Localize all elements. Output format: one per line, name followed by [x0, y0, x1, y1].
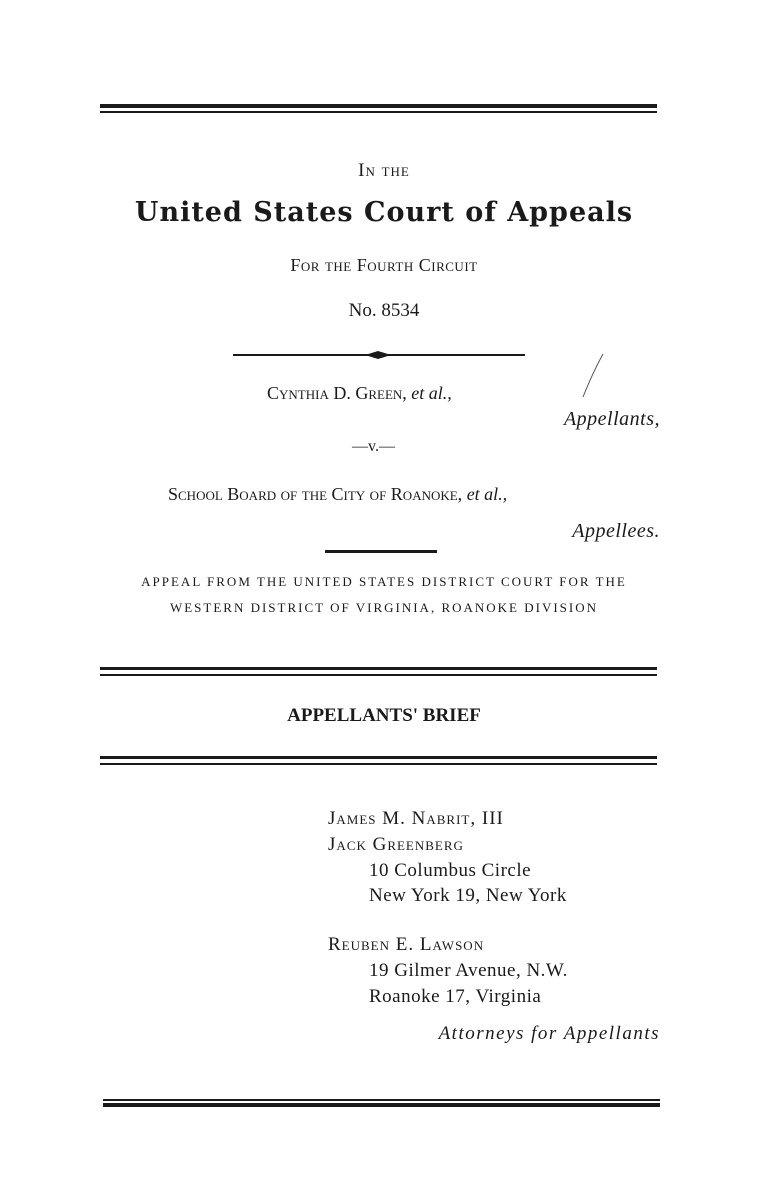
versus: —v.— — [352, 438, 395, 455]
diamond-ornament-icon — [365, 351, 391, 359]
brief-title: APPELLANTS' BRIEF — [287, 705, 481, 726]
bottom-rule-thin — [103, 1099, 660, 1101]
appellee-role: Appellees. — [572, 520, 660, 542]
circuit-label: For the Fourth Circuit — [290, 255, 478, 275]
case-number: No. 8534 — [348, 300, 420, 321]
appellee-line — [168, 484, 507, 505]
bottom-rule-thick — [103, 1103, 660, 1107]
attorneys-role: Attorneys for Appellants — [438, 1023, 660, 1044]
appeal-line-1: APPEAL FROM THE UNITED STATES DISTRICT COURT FOR THE — [141, 574, 627, 589]
attorney-name-1: James M. Nabrit, III — [328, 808, 504, 829]
appellant-line — [267, 383, 452, 404]
short-rule — [325, 550, 437, 553]
appellant-name: Cynthia D. Green, — [267, 383, 407, 403]
appellant-etal: et al., — [411, 383, 452, 403]
attorney-address-2-line-2: Roanoke 17, Virginia — [369, 986, 542, 1007]
brief-rule-thin — [100, 763, 657, 765]
appellee-etal: et al., — [466, 484, 508, 504]
attorney-name-3: Reuben E. Lawson — [328, 934, 485, 955]
attorney-address-2-line-1: 19 Gilmer Avenue, N.W. — [369, 960, 568, 981]
attorney-address-1-line-1: 10 Columbus Circle — [369, 860, 532, 881]
in-the-label: In the — [358, 160, 410, 181]
attorney-name-2: Jack Greenberg — [328, 834, 464, 855]
appellant-role: Appellants, — [563, 408, 660, 430]
pencil-mark-icon — [578, 352, 608, 402]
appellee-name: School Board of the City of Roanoke, — [168, 484, 463, 504]
mid-rule-thick — [100, 667, 657, 670]
top-rule-thick — [100, 104, 657, 108]
attorney-address-1-line-2: New York 19, New York — [369, 885, 567, 906]
court-name: United States Court of Appeals — [134, 197, 634, 228]
brief-rule-thick — [100, 756, 657, 759]
mid-rule-thin — [100, 674, 657, 676]
top-rule-thin — [100, 111, 657, 113]
appeal-line-2: WESTERN DISTRICT OF VIRGINIA, ROANOKE DIVISION — [169, 600, 599, 615]
